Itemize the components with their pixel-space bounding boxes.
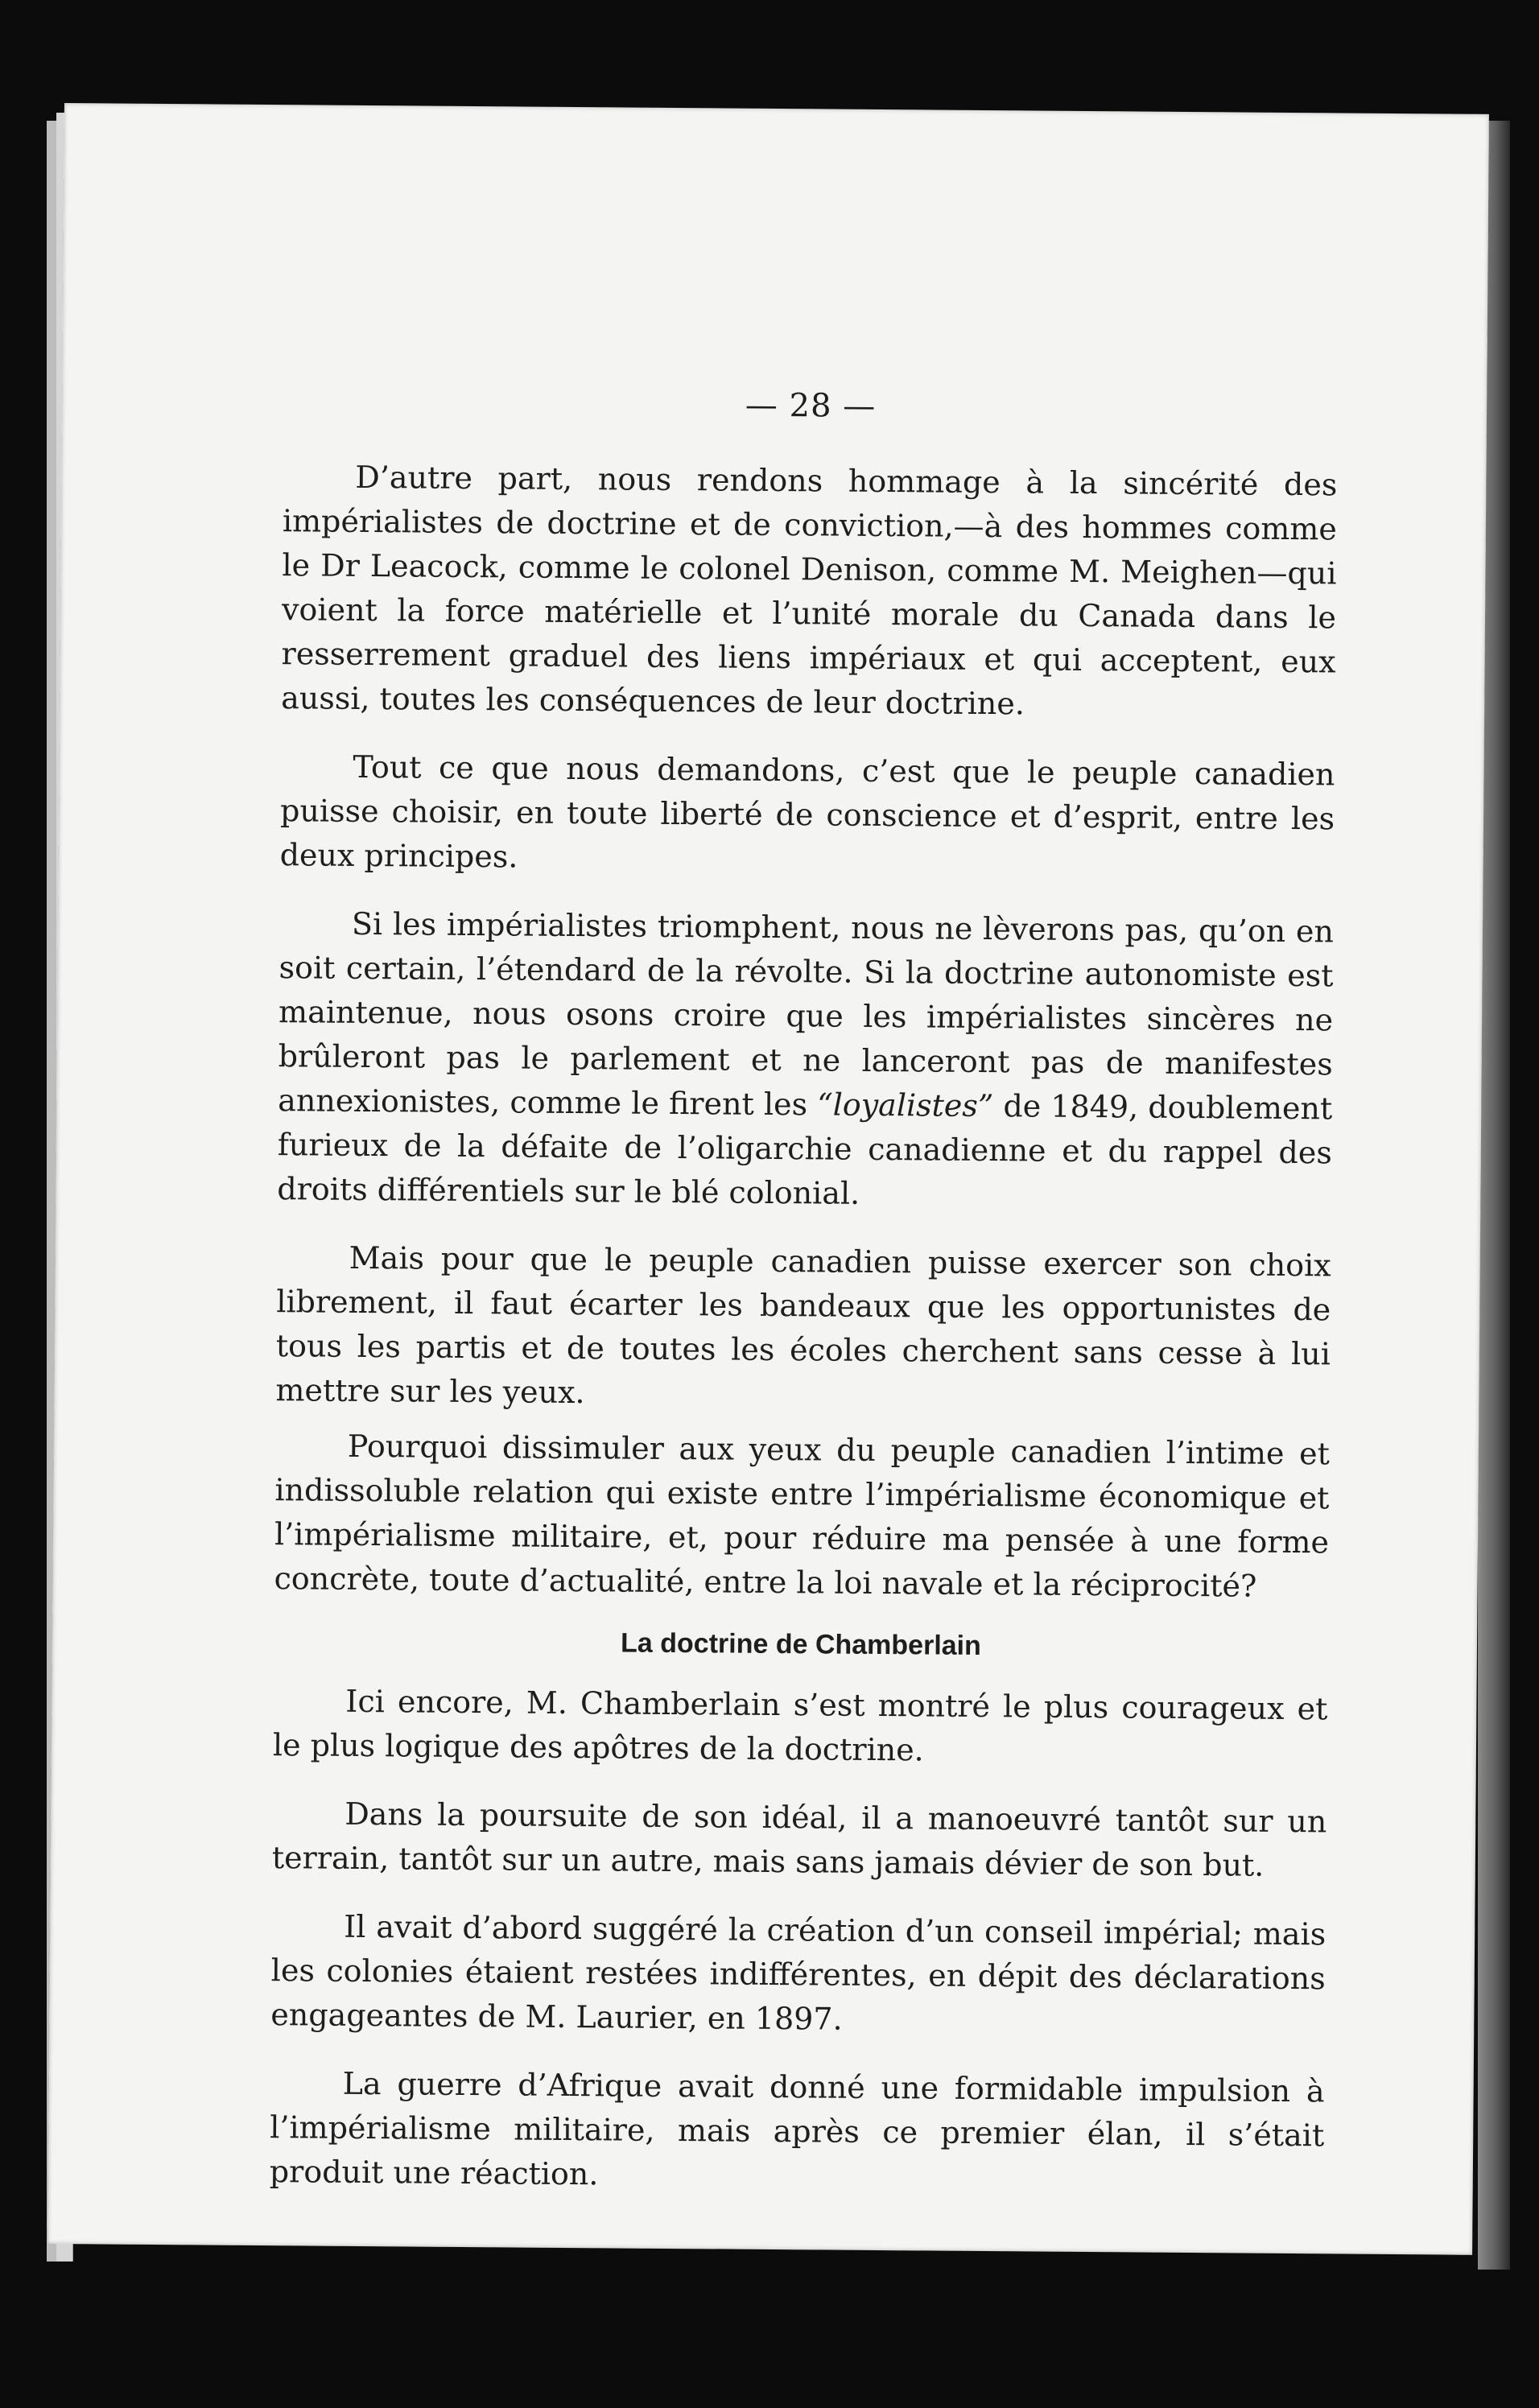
paragraph-5: Pourquoi dissimuler aux yeux du peuple canadien l’intime et indissoluble relation qui existe entre l’impérialisme économique et l’impérialisme militaire, et, pour réduire ma pensée à une forme concrète, toute d’actualité, entre la loi navale et la réciprocité? [274,1428,1331,1604]
paragraph-7: Dans la poursuite de son idéal, il a manoeuvré tantôt sur un terrain, tantôt sur un autre, mais sans jamais dévier de son but. [271,1796,1327,1883]
paragraph-2: Tout ce que nous demandons, c’est que le peuple canadien puisse choisir, en toute liberté de conscience et d’esprit, entre les deux principes. [279,748,1335,875]
paragraph-3-text-a: Si les impérialistes triomphent, nous ne lèverons pas, qu’on en soit certain, l’étendard de la révolte. Si la doctrine autonomiste est maintenue, nous osons croire que les impérialistes sincères ne brûleront pas le parlement et ne lanceront pas de manifestes annexionistes, comme le firent les [278,905,1335,1123]
page-number: — 28 — [745,386,877,425]
paragraph-9: La guerre d’Afrique avait donné une formidable impulsion à l’impérialisme militaire, mais après ce premier élan, il s’était produit une réaction. [269,2065,1325,2192]
paragraph-6: Ici encore, M. Chamberlain s’est montré le plus courageux et le plus logique des apôtres de la doctrine. [272,1683,1328,1768]
paragraph-3 [277,901,1334,1219]
paragraph-1: D’autre part, nous rendons hommage à la sincérité des impérialistes de doctrine et de conviction,—à des hommes comme le Dr Leacock, comme le colonel Denison, comme M. Meighen—qui voient la force matérielle et l’unité morale du Canada dans le resserrement graduel des liens impériaux et qui acceptent, eux aussi, toutes les conséquences de leur doctrine. [281,459,1338,722]
book-page [47,103,1489,2255]
paragraph-3-italic: “loyalistes” [817,1086,994,1124]
paragraph-8: Il avait d’abord suggéré la création d’un conseil impérial; mais les colonies étaient restées indifférentes, en dépit des déclarations engageantes de M. Laurier, en 1897. [270,1908,1327,2037]
paragraph-4: Mais pour que le peuple canadien puisse exercer son choix librement, il faut écarter les bandeaux que les opportunistes de tous les partis et de toutes les écoles cherchent sans cesse à lui mettre sur les yeux. [275,1239,1331,1411]
paragraph-3-text-b: de 1849, doublement furieux de la défaite de l’oligarchie canadienne et du rappel des droits différentiels sur le blé colonial. [277,1088,1333,1211]
section-heading: La doctrine de Chamberlain [620,1627,982,1662]
page-body [269,380,1338,2226]
